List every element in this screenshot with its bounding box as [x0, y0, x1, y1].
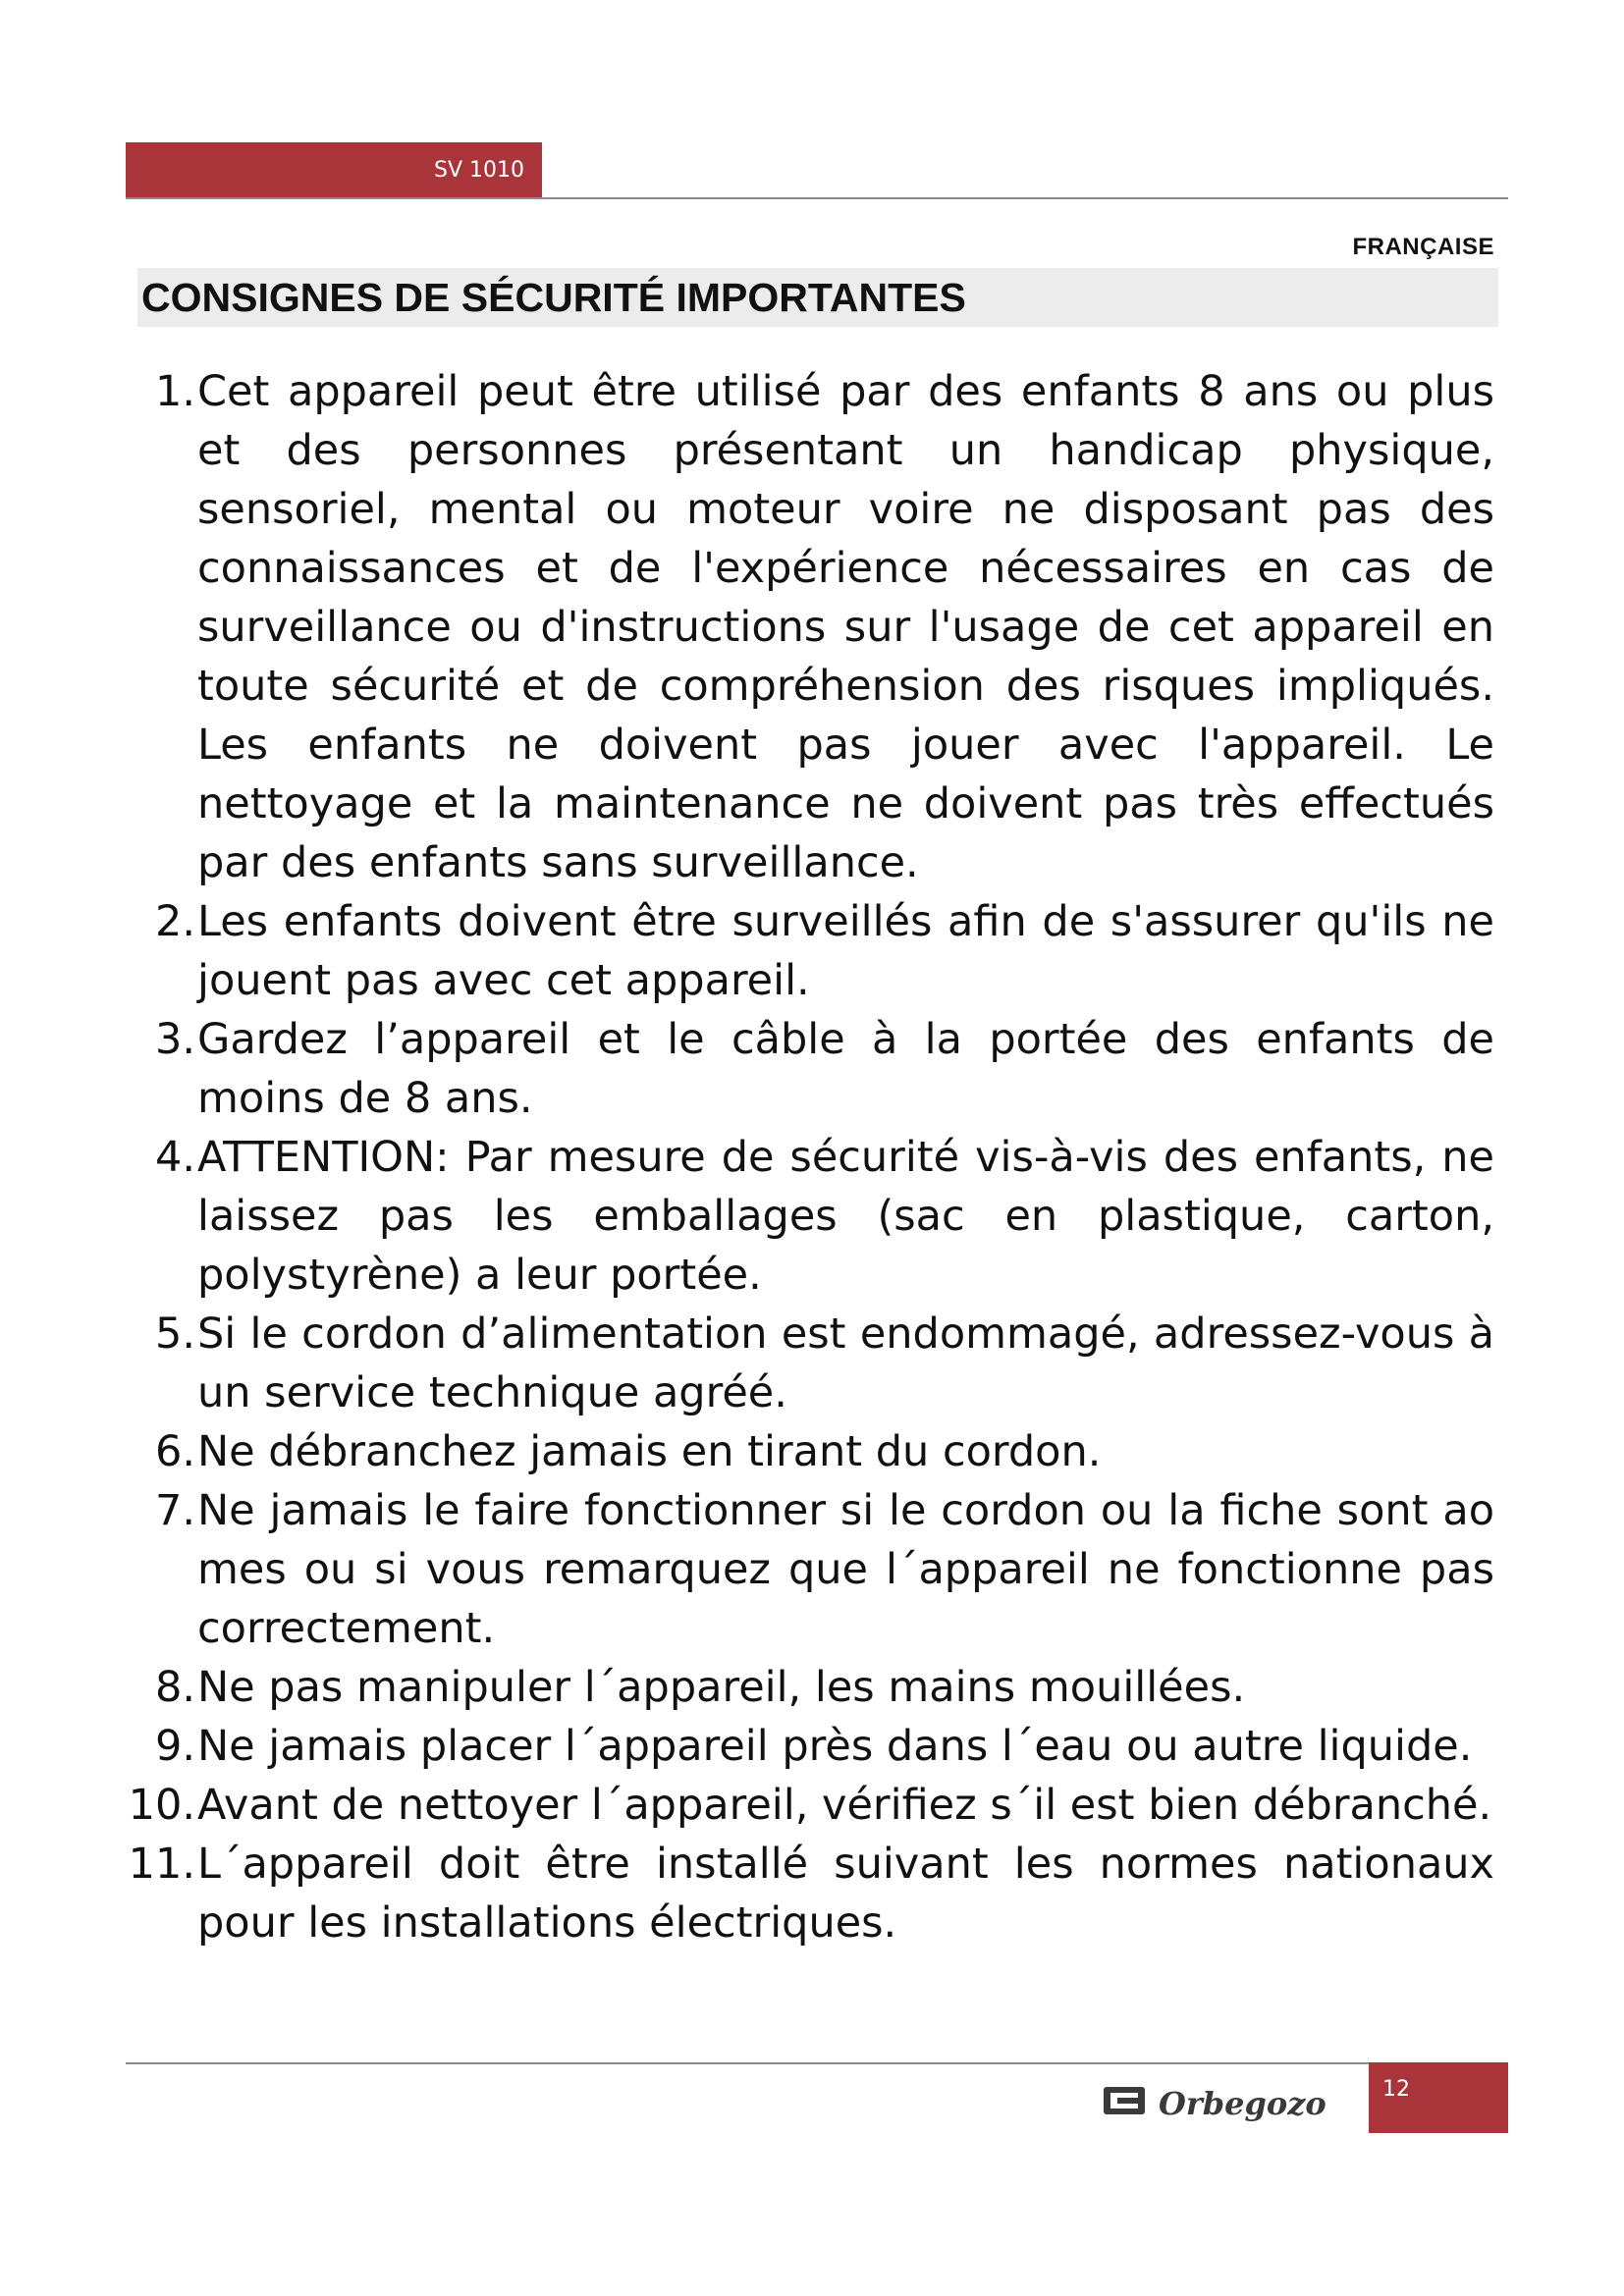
header-rule — [126, 197, 1508, 199]
logo-wordmark: Orbegozo — [1159, 2085, 1326, 2122]
list-item — [98, 1658, 1494, 1717]
item-text: Les enfants doivent être surveillés afin de s'assurer qu'ils ne jouent pas avec cet appareil. — [197, 897, 1494, 1005]
list-item — [98, 1776, 1494, 1835]
list-item — [98, 1128, 1494, 1305]
item-number: 9. — [154, 1722, 195, 1771]
list-item — [98, 1305, 1494, 1422]
section-title: CONSIGNES DE SÉCURITÉ IMPORTANTES — [141, 275, 966, 320]
item-text: Cet appareil peut être utilisé par des enfants 8 ans ou plus et des personnes présentant un handicap physique, sensoriel, mental ou moteur voire ne disposant pas des connaissances et de l'expérience nécessaires en cas de surveillance ou d'instructions sur l'usage de cet appareil en toute sécurité et de compréhension des risques impliqués. Les enfants ne doivent pas jouer avec l'appareil. Le nettoyage et la maintenance ne doivent pas très effectués par des enfants sans surveillance. — [197, 367, 1494, 887]
item-number: 1. — [154, 367, 195, 416]
page-number: 12 — [1382, 2077, 1410, 2102]
language-label: FRANÇAISE — [1352, 234, 1494, 260]
item-number: 6. — [154, 1427, 195, 1476]
item-number: 11. — [128, 1840, 195, 1889]
item-number: 3. — [154, 1015, 195, 1064]
model-number: SV 1010 — [434, 158, 524, 183]
item-text: Ne pas manipuler l´appareil, les mains mouillées. — [197, 1663, 1246, 1712]
footer-rule — [126, 2062, 1508, 2064]
item-number: 4. — [154, 1133, 195, 1182]
item-text: Si le cordon d’alimentation est endommagé, adressez-vous à un service technique agréé. — [197, 1309, 1494, 1417]
item-number: 5. — [154, 1309, 195, 1359]
logo-mark-icon — [1104, 2087, 1145, 2114]
item-text: Gardez l’appareil et le câble à la portée des enfants de moins de 8 ans. — [197, 1015, 1494, 1123]
list-item — [98, 892, 1494, 1010]
item-text: Ne jamais placer l´appareil près dans l´eau ou autre liquide. — [197, 1722, 1473, 1771]
list-item — [98, 1422, 1494, 1481]
item-text: Ne débranchez jamais en tirant du cordon. — [197, 1427, 1102, 1476]
safety-instructions-list — [98, 362, 1494, 1952]
item-number: 7. — [154, 1486, 195, 1535]
item-text: L´appareil doit être installé suivant les normes nationaux pour les installations électriques. — [197, 1840, 1494, 1948]
item-number: 2. — [154, 897, 195, 946]
item-text: Avant de nettoyer l´appareil, vérifiez s´il est bien débranché. — [197, 1781, 1492, 1830]
orbegozo-logo — [1104, 2079, 1353, 2122]
item-number: 10. — [128, 1781, 195, 1830]
list-item — [98, 1481, 1494, 1658]
list-item — [98, 1835, 1494, 1952]
list-item — [98, 362, 1494, 892]
list-item — [98, 1010, 1494, 1128]
list-item — [98, 1717, 1494, 1776]
item-number: 8. — [154, 1663, 195, 1712]
item-text: Ne jamais le faire fonctionner si le cordon ou la fiche sont ao mes ou si vous remarquez que l´appareil ne fonctionne pas correctement. — [197, 1486, 1494, 1653]
item-text: ATTENTION: Par mesure de sécurité vis-à-vis des enfants, ne laissez pas les emballages (sac en plastique, carton, polystyrène) a leur portée. — [197, 1133, 1494, 1300]
